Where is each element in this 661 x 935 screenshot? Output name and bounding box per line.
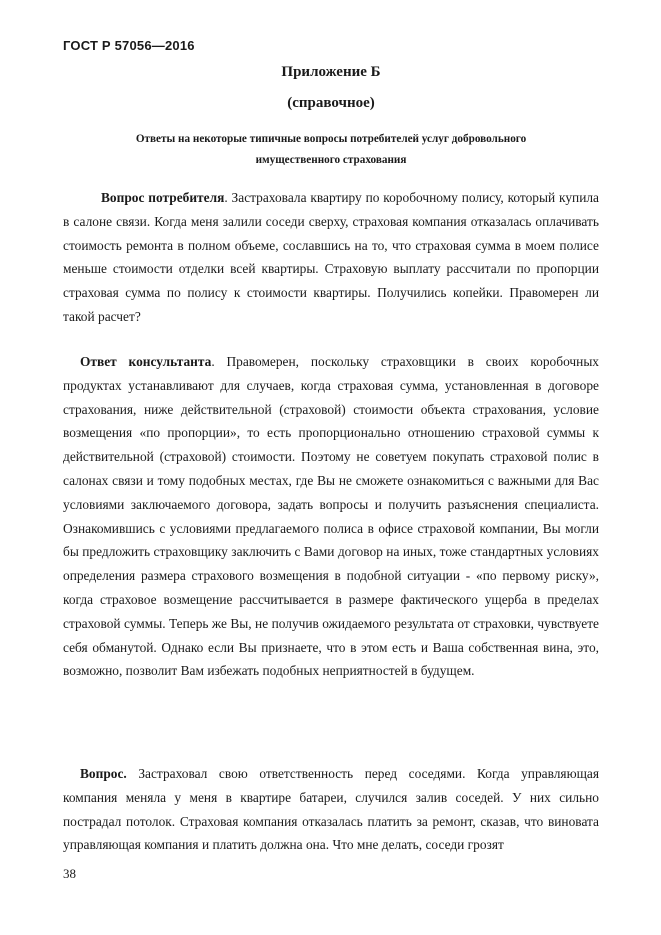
- appendix-heading-line-1: Ответы на некоторые типичные вопросы потребителей услуг добровольного: [135, 133, 527, 145]
- appendix-heading-line-2: имущественного страхования: [255, 154, 407, 166]
- page-number: 38: [63, 866, 76, 881]
- appendix-subtitle: (справочное): [287, 95, 375, 111]
- paragraph-lead: Ответ консультанта: [80, 354, 212, 369]
- consumer-question-paragraph: [63, 186, 599, 329]
- consultant-answer-paragraph: [63, 350, 599, 683]
- appendix-title: Приложение Б: [281, 64, 381, 80]
- paragraph-text: Застраховал свою ответственность перед соседями. Когда управляющая компания меняла у меня в квартире батареи, случился залив соседей. У них сильно пострадал потолок. Страховая компания отказалась платить за ремонт, сказав, что виновата управляющая компания и платить должна она. Что мне делать, соседи грозят: [63, 766, 599, 853]
- appendix-heading: [63, 129, 599, 171]
- paragraph-lead: Вопрос.: [80, 766, 127, 781]
- paragraph-text: . Застраховала квартиру по коробочному полису, который купила в салоне связи. Когда меня залили соседи сверху, страховая компания отказалась оплачивать стоимость ремонта в полном объеме, сославшись на то, что страховая сумма в моем полисе меньше стоимости отделки всей квартиры. Страховую выплату рассчитали по пропорции страховая сумма по полису к стоимости квартиры. Получились копейки. Правомерен ли такой расчет?: [63, 190, 599, 324]
- document-code-header: ГОСТ Р 57056—2016: [63, 38, 195, 53]
- paragraph-text: . Правомерен, поскольку страховщики в своих коробочных продуктах устанавливают для случаев, когда страховая сумма, установленная в договоре страхования, ниже действительной (страховой) стоимости объекта страхования, условие возмещения «по пропорции», то есть пропорционально отношению страховой суммы к действительной (страховой) стоимости. Поэтому не советуем покупать страховой полис в салонах связи и тому подобных местах, где Вы не сможете ознакомиться с важными для Вас условиями заключаемого договора, задать вопросы и получить разъяснения специалиста. Ознакомившись с условиями предлагаемого полиса в офисе страховой компании, Вы могли бы предложить страховщику заключить с Вами договор на иных, тоже стандартных условиях определения размера страхового возмещения в подобной ситуации - «по первому риску», когда страховое возмещение рассчитывается в размере фактического ущерба в пределах страховой суммы. Теперь же Вы, не получив ожидаемого результата от страховки, чувствуете себя обманутой. Однако если Вы признаете, что в этом есть и Ваша собственная вина, это, возможно, позволит Вам избежать подобных неприятностей в будущем.: [63, 354, 600, 679]
- second-question-paragraph: [63, 762, 599, 857]
- paragraph-lead: Вопрос потребителя: [101, 190, 225, 205]
